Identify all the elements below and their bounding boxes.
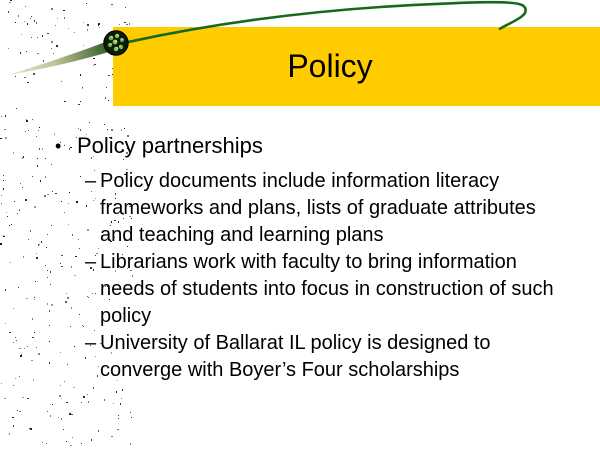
stipple-dot (25, 131, 26, 132)
stipple-dot (45, 176, 46, 178)
stipple-dot (15, 337, 16, 338)
stipple-dot (121, 398, 122, 399)
stipple-dot (27, 23, 28, 25)
stipple-dot (29, 428, 30, 429)
stipple-dot (7, 216, 8, 217)
stipple-dot (93, 387, 94, 389)
stipple-dot (20, 183, 21, 184)
stipple-dot (17, 213, 18, 214)
stipple-dot (87, 394, 88, 395)
bullet-item (52, 131, 554, 161)
stipple-dot (78, 104, 80, 105)
stipple-dot (36, 257, 38, 259)
stipple-dot (47, 277, 48, 278)
stipple-dot (38, 353, 40, 355)
stipple-dot (20, 355, 22, 357)
stipple-dot (130, 412, 131, 413)
stipple-dot (34, 332, 35, 333)
stipple-dot (86, 3, 87, 4)
sub-bullet-text (100, 330, 491, 384)
stipple-dot (8, 11, 9, 13)
stipple-dot (83, 22, 84, 23)
stipple-dot (26, 69, 27, 70)
stipple-dot (26, 119, 27, 120)
stipple-dot (25, 199, 27, 201)
stipple-dot (111, 54, 112, 55)
stipple-dot (15, 378, 16, 379)
stipple-dot (26, 298, 28, 299)
sub-bullet-line: converge with Boyer’s Four scholarships (100, 359, 460, 381)
stipple-dot (13, 152, 14, 154)
stipple-dot (83, 45, 84, 46)
stipple-dot (93, 58, 95, 59)
stipple-dot (3, 188, 4, 190)
dash-marker: – (85, 332, 97, 354)
stipple-dot (14, 201, 15, 202)
stipple-dot (69, 413, 71, 415)
stipple-dot (27, 346, 28, 347)
stipple-dot (81, 443, 82, 444)
stipple-dot (22, 187, 23, 188)
sub-bullet-text (100, 249, 554, 330)
stipple-dot (32, 318, 33, 320)
stipple-dot (34, 206, 36, 208)
stipple-dot (30, 18, 31, 19)
stipple-dot (11, 224, 12, 225)
stipple-dot (125, 7, 126, 8)
stipple-dot (44, 195, 46, 197)
stipple-dot (104, 124, 105, 125)
dash-marker: – (85, 251, 97, 273)
stipple-dot (5, 137, 7, 139)
stipple-dot (57, 18, 58, 19)
stipple-dot (49, 325, 50, 326)
stipple-dot (108, 75, 110, 76)
stipple-dot (0, 243, 2, 245)
stipple-dot (105, 97, 106, 99)
stipple-dot (107, 129, 108, 130)
stipple-dot (37, 158, 38, 159)
stipple-dot (72, 437, 73, 438)
stipple-dot (30, 230, 31, 232)
stipple-dot (99, 27, 100, 28)
title-banner (113, 27, 600, 106)
stipple-dot (64, 101, 66, 102)
stipple-dot (19, 348, 21, 349)
stipple-dot (34, 299, 35, 300)
stipple-dot (74, 32, 75, 33)
stipple-dot (24, 77, 26, 78)
stipple-dot (40, 180, 41, 182)
stipple-dot (10, 0, 12, 1)
stipple-dot (36, 22, 37, 24)
stipple-dot (17, 410, 18, 411)
stipple-dot (18, 15, 19, 17)
stipple-dot (39, 148, 40, 150)
stipple-dot (124, 128, 125, 129)
stipple-dot (47, 411, 48, 412)
stipple-dot (106, 87, 107, 88)
stipple-dot (120, 403, 121, 405)
sub-bullet-item (85, 249, 554, 330)
stipple-dot (42, 442, 43, 443)
stipple-dot (117, 429, 119, 430)
stipple-dot (1, 383, 2, 384)
stipple-dot (130, 443, 131, 445)
stipple-dot (116, 391, 117, 393)
stipple-dot (66, 402, 68, 403)
stipple-dot (5, 115, 6, 117)
stipple-dot (51, 48, 52, 49)
stipple-dot (38, 244, 40, 245)
stipple-dot (131, 417, 132, 418)
stipple-dot (47, 33, 49, 34)
sub-bullet-text (100, 168, 536, 249)
stipple-dot (58, 417, 59, 418)
bullet-text: Policy partnerships (77, 133, 263, 158)
stipple-dot (16, 108, 17, 109)
stipple-dot (122, 389, 123, 391)
stipple-dot (51, 41, 53, 43)
sub-bullet-line: frameworks and plans, lists of graduate attributes (100, 197, 536, 219)
stipple-dot (13, 308, 14, 309)
stipple-dot (113, 403, 114, 404)
stipple-dot (13, 385, 14, 386)
stipple-dot (13, 425, 14, 427)
stipple-dot (35, 281, 36, 282)
sub-bullet-item (85, 330, 554, 384)
stipple-dot (21, 34, 22, 35)
stipple-dot (111, 436, 113, 437)
stipple-dot (47, 234, 48, 235)
stipple-dot (118, 418, 119, 419)
stipple-dot (49, 341, 50, 342)
stipple-dot (31, 16, 32, 17)
stipple-dot (61, 418, 62, 420)
stipple-dot (33, 379, 34, 381)
stipple-dot (53, 53, 54, 54)
stipple-dot (5, 323, 6, 324)
stipple-dot (80, 74, 81, 76)
stipple-dot (39, 127, 40, 128)
stipple-dot (6, 212, 7, 213)
stipple-dot (25, 6, 26, 7)
stipple-dot (108, 100, 109, 101)
stipple-dot (23, 256, 24, 258)
stipple-dot (47, 270, 48, 271)
stipple-dot (36, 136, 37, 137)
slide-title: Policy (287, 47, 373, 84)
stipple-dot (1, 203, 2, 204)
stipple-dot (46, 443, 47, 444)
stipple-dot (43, 60, 44, 62)
stipple-dot (19, 209, 20, 211)
stipple-dot (68, 28, 69, 29)
stipple-dot (126, 24, 128, 25)
stipple-dot (30, 428, 32, 430)
sub-bullet-line: Librarians work with faculty to bring information (100, 251, 517, 273)
stipple-dot (4, 129, 6, 130)
stipple-dot (104, 399, 105, 401)
stipple-dot (82, 88, 83, 89)
stipple-dot (80, 101, 81, 102)
stipple-dot (119, 24, 120, 25)
stipple-dot (8, 48, 9, 49)
stipple-dot (56, 45, 58, 47)
stipple-dot (5, 289, 6, 291)
stipple-dot (4, 398, 6, 399)
sub-bullet-item (85, 168, 554, 249)
stipple-dot (42, 148, 43, 150)
stipple-dot (83, 396, 85, 398)
stipple-dot (13, 342, 14, 343)
stipple-dot (3, 180, 4, 181)
stipple-dot (118, 415, 119, 416)
stipple-dot (61, 398, 62, 399)
stipple-dot (36, 347, 37, 348)
stipple-dot (27, 398, 29, 399)
stipple-dot (15, 76, 16, 77)
stipple-dot (23, 156, 24, 158)
stipple-dot (87, 29, 88, 31)
stipple-dot (9, 332, 11, 333)
stipple-dot (10, 262, 11, 263)
stipple-dot (46, 247, 47, 248)
stipple-dot (49, 362, 50, 364)
stipple-dot (28, 130, 29, 131)
stipple-dot (88, 401, 89, 403)
stipple-dot (60, 385, 61, 386)
stipple-dot (91, 439, 92, 441)
stipple-dot (49, 310, 50, 312)
stipple-dot (52, 404, 53, 405)
stipple-dot (36, 253, 37, 254)
sub-bullet-line: needs of students into focus in construction of such (100, 278, 554, 300)
stipple-dot (32, 176, 33, 177)
stipple-dot (34, 20, 35, 22)
stipple-dot (33, 73, 35, 75)
stipple-dot (37, 165, 38, 167)
stipple-dot (22, 397, 24, 398)
bullet-list (52, 131, 554, 384)
stipple-dot (45, 265, 46, 266)
stipple-dot (98, 23, 100, 25)
stipple-dot (37, 53, 39, 54)
stipple-dot (12, 417, 14, 418)
stipple-dot (37, 37, 38, 38)
stipple-dot (111, 4, 113, 5)
stipple-dot (38, 245, 39, 246)
stipple-dot (0, 138, 2, 139)
stipple-dot (68, 57, 70, 58)
stipple-dot (98, 430, 99, 432)
stipple-dot (70, 445, 72, 446)
stipple-dot (9, 433, 10, 435)
stipple-dot (75, 60, 76, 61)
stipple-dot (129, 23, 130, 25)
stipple-dot (42, 35, 43, 37)
stipple-dot (66, 441, 67, 442)
stipple-dot (78, 128, 79, 129)
stipple-dot (21, 354, 22, 355)
stipple-dot (20, 52, 21, 54)
stipple-dot (93, 65, 94, 66)
stipple-dot (19, 376, 20, 377)
stipple-dot (9, 225, 10, 226)
stipple-dot (18, 287, 19, 288)
stipple-dot (51, 8, 53, 10)
stipple-dot (32, 337, 34, 338)
stipple-dot (87, 24, 89, 26)
stipple-dot (9, 2, 11, 3)
stipple-dot (24, 21, 25, 22)
stipple-dot (81, 402, 82, 403)
stipple-dot (64, 17, 65, 19)
stipple-dot (73, 387, 75, 388)
stipple-dot (41, 241, 42, 243)
stipple-dot (24, 348, 25, 349)
stipple-dot (38, 130, 39, 131)
stipple-dot (16, 340, 17, 341)
sub-bullet-line: policy (100, 305, 152, 327)
stipple-dot (1, 195, 2, 196)
dash-marker: – (85, 170, 97, 192)
stipple-dot (55, 25, 56, 26)
stipple-dot (27, 82, 29, 83)
stipple-dot (34, 297, 35, 298)
sub-bullet-line: and teaching and learning plans (100, 224, 384, 246)
stipple-dot (63, 429, 64, 430)
stipple-dot (63, 10, 65, 11)
stipple-dot (32, 119, 33, 120)
stipple-dot (28, 239, 29, 240)
stipple-dot (1, 116, 2, 117)
stipple-dot (26, 51, 27, 52)
stipple-dot (50, 415, 51, 417)
sub-bullet-line: University of Ballarat IL policy is designed to (100, 332, 491, 354)
stipple-dot (31, 360, 33, 361)
stipple-dot (50, 284, 51, 285)
stipple-dot (47, 303, 48, 305)
stipple-dot (89, 122, 90, 123)
stipple-dot (45, 158, 46, 159)
stipple-dot (3, 175, 4, 176)
bullet-marker: • (55, 136, 62, 156)
stipple-dot (15, 22, 16, 23)
sub-bullet-line: Policy documents include information literacy (100, 170, 500, 192)
stipple-dot (3, 236, 5, 237)
stipple-dot (47, 194, 49, 195)
stipple-dot (19, 411, 21, 412)
stipple-dot (31, 37, 32, 38)
stipple-dot (71, 414, 73, 415)
stipple-dot (61, 81, 62, 82)
